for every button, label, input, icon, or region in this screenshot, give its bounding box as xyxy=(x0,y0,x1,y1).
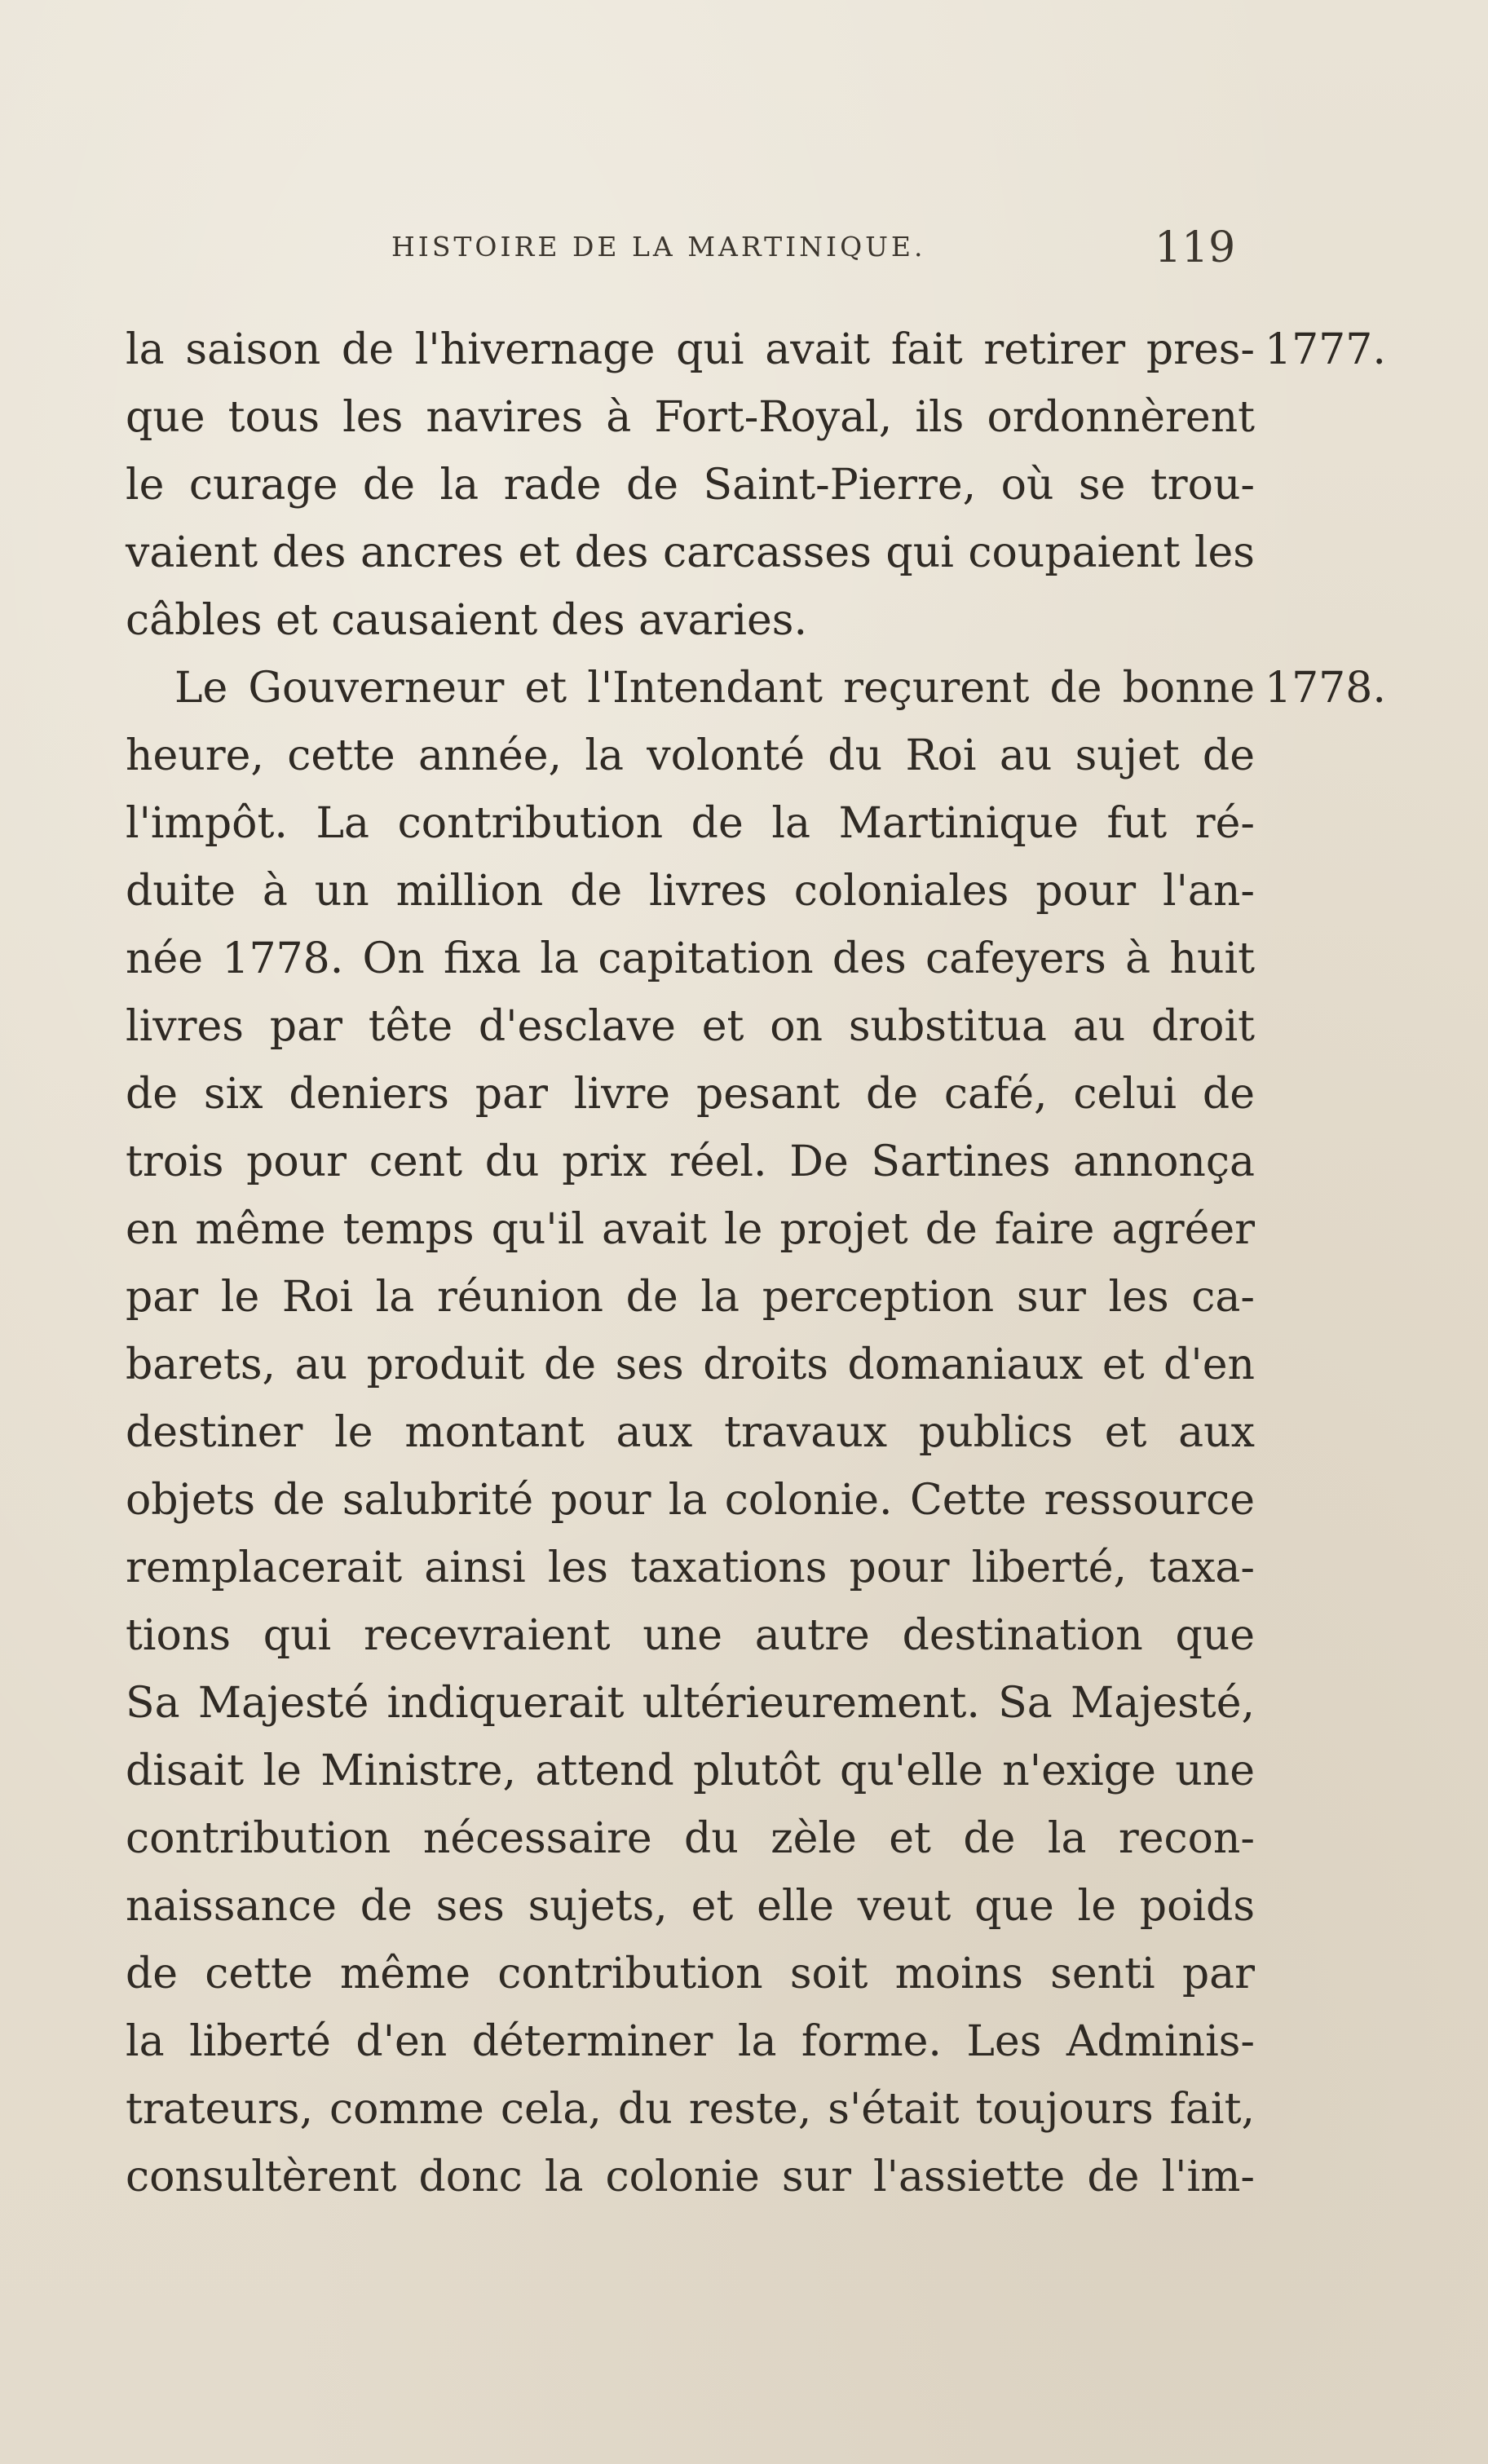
text-line: contribution nécessaire du zèle et de la recon- xyxy=(126,1814,1255,1863)
text-line: destiner le montant aux travaux publics et aux xyxy=(126,1408,1255,1457)
page-number: 119 xyxy=(1155,223,1236,272)
text-line: remplacerait ainsi les taxations pour liberté, taxa- xyxy=(126,1543,1255,1592)
text-line: naissance de ses sujets, et elle veut que le poids xyxy=(126,1882,1255,1931)
text-line: disait le Ministre, attend plutôt qu'elle n'exige une xyxy=(126,1746,1255,1795)
paragraph-start-line: Le Gouverneur et l'Intendant reçurent de bonne xyxy=(174,664,1255,713)
text-line: l'impôt. La contribution de la Martinique fut ré- xyxy=(126,799,1255,848)
text-line: Sa Majesté indiquerait ultérieurement. Sa Majesté, xyxy=(126,1679,1255,1728)
text-line: trateurs, comme cela, du reste, s'était toujours fait, xyxy=(126,2085,1255,2134)
text-line: livres par tête d'esclave et on substitua au droit xyxy=(126,1002,1255,1051)
text-line: le curage de la rade de Saint-Pierre, où se trou- xyxy=(126,461,1255,510)
text-line: née 1778. On fixa la capitation des cafeyers à huit xyxy=(126,934,1255,983)
text-line: trois pour cent du prix réel. De Sartines annonça xyxy=(126,1137,1255,1186)
text-line: barets, au produit de ses droits domaniaux et d'en xyxy=(126,1340,1255,1389)
text-line: objets de salubrité pour la colonie. Cette ressource xyxy=(126,1476,1255,1525)
margin-year-1777: 1777. xyxy=(1265,325,1386,374)
text-line: heure, cette année, la volonté du Roi au sujet de xyxy=(126,731,1255,780)
body-text xyxy=(126,316,1255,2211)
text-line: en même temps qu'il avait le projet de faire agréer xyxy=(126,1205,1255,1254)
text-line: par le Roi la réunion de la perception sur les ca- xyxy=(126,1273,1255,1322)
text-line: la liberté d'en déterminer la forme. Les Adminis- xyxy=(126,2017,1255,2066)
text-line: duite à un million de livres coloniales pour l'an- xyxy=(126,867,1255,916)
text-line: de cette même contribution soit moins senti par xyxy=(126,1950,1255,1998)
text-line: tions qui recevraient une autre destination que xyxy=(126,1611,1255,1660)
text-line: que tous les navires à Fort-Royal, ils ordonnèrent xyxy=(126,393,1255,442)
running-title: HISTOIRE DE LA MARTINIQUE. xyxy=(391,231,926,263)
margin-year-1778: 1778. xyxy=(1265,664,1386,713)
text-line: consultèrent donc la colonie sur l'assiette de l'im- xyxy=(126,2153,1255,2201)
text-line: la saison de l'hivernage qui avait fait retirer pres- xyxy=(126,325,1255,374)
text-line: câbles et causaient des avaries. xyxy=(126,596,807,645)
text-line: vaient des ancres et des carcasses qui coupaient les xyxy=(126,528,1255,577)
text-line: de six deniers par livre pesant de café, celui de xyxy=(126,1070,1255,1119)
